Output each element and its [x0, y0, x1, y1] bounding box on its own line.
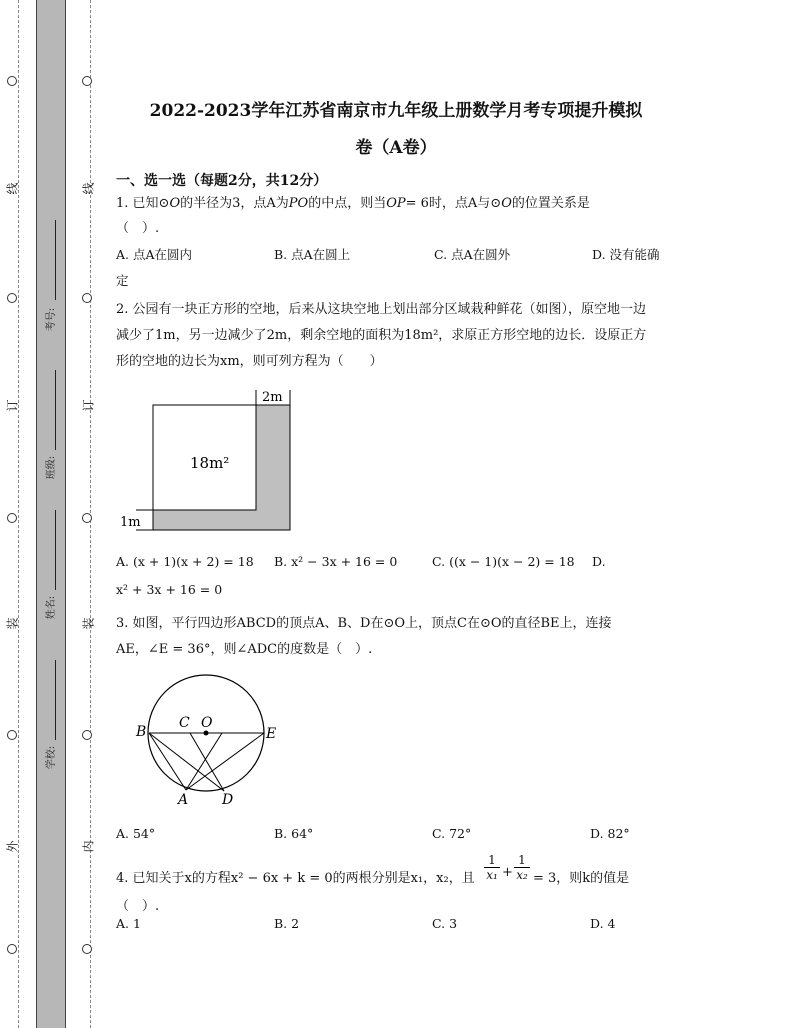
fraction-2: 1 x₂ [514, 853, 530, 882]
q3-option-b[interactable]: B. 64° [274, 826, 314, 841]
question-1-paren: （ ）. [116, 221, 160, 236]
question-2-line3: 形的空地的边长为xm，则可列方程为（ ） [116, 354, 383, 369]
q1-option-a[interactable]: A. 点A在圆内 [116, 247, 193, 262]
q1-option-b[interactable]: B. 点A在圆上 [274, 247, 351, 262]
outer-dashed-line [18, 0, 19, 1028]
question-2-line1: 2. 公园有一块正方形的空地，后来从这块空地上划出部分区域栽种鲜花（如图），原空地一边 [116, 302, 647, 317]
field-underline [55, 660, 56, 740]
q2-option-a[interactable]: A. (x + 1)(x + 2) = 18 [116, 554, 254, 569]
binding-hole [82, 944, 92, 954]
q3-option-a[interactable]: A. 54° [116, 826, 156, 841]
binding-hole [82, 293, 92, 303]
binding-hole [82, 513, 92, 523]
field-underline [55, 220, 56, 300]
q4-option-a[interactable]: A. 1 [116, 916, 141, 931]
label-o: O [201, 715, 213, 731]
q2-option-c[interactable]: C. ((x − 1)(x − 2) = 18 [432, 554, 575, 569]
field-class: 班级: [46, 455, 58, 480]
binding-char: 线 [81, 182, 96, 195]
segment-ba [149, 733, 186, 790]
binding-char: 线 [5, 182, 20, 195]
field-underline [55, 510, 56, 590]
section-heading: 一、选一选（每题2分，共12分） [116, 173, 328, 189]
plus-sign: + [502, 865, 513, 880]
q4-option-c[interactable]: C. 3 [432, 916, 458, 931]
area-label: 18m² [190, 454, 230, 472]
binding-hole [7, 293, 17, 303]
q4-option-b[interactable]: B. 2 [274, 916, 300, 931]
center-point [204, 731, 209, 736]
q3-option-d[interactable]: D. 82° [590, 826, 630, 841]
binding-hole [7, 730, 17, 740]
q2-option-b[interactable]: B. x² − 3x + 16 = 0 [274, 554, 398, 569]
q1-option-d[interactable]: D. 没有能确 [592, 247, 660, 262]
question-1-stem: 1. 已知⊙O的半径为3，点A为PO的中点，则当OP= 6时，点A与⊙O的位置关系是 [116, 196, 590, 211]
binding-char: 外 [5, 840, 20, 853]
page-title-line2: 卷（A卷） [355, 138, 437, 158]
top-label: 2m [262, 390, 283, 405]
page-title: 2022-2023学年江苏省南京市九年级上册数学月考专项提升模拟 [149, 101, 643, 121]
q3-option-c[interactable]: C. 72° [432, 826, 472, 841]
fraction-1: 1 x₁ [484, 853, 500, 882]
label-d: D [222, 792, 234, 808]
binding-hole [7, 944, 17, 954]
segment-ae [186, 733, 264, 790]
binding-hole [7, 76, 17, 86]
question-4-stem-b: = 3，则k的值是 [533, 871, 630, 886]
question-3-line1: 3. 如图，平行四边形ABCD的顶点A、B、D在⊙O上，顶点C在⊙O的直径BE上，连接 [116, 616, 612, 631]
q2-option-d-cont: x² + 3x + 16 = 0 [116, 582, 223, 597]
question-2-line2: 减少了1m，另一边减少了2m，剩余空地的面积为18m²，求原正方形空地的边长．设原正方 [116, 328, 647, 343]
binding-margin [0, 0, 110, 1028]
label-e: E [266, 726, 277, 742]
q2-option-d[interactable]: D. [592, 554, 606, 569]
binding-char: 装 [5, 617, 20, 630]
binding-char: 内 [81, 840, 96, 853]
label-c: C [179, 715, 190, 731]
binding-hole [7, 513, 17, 523]
field-school: 学校: [46, 745, 58, 770]
binding-char: 装 [81, 617, 96, 630]
circle-figure [130, 670, 290, 810]
square-garden-figure [116, 385, 306, 535]
segment-cd [190, 733, 224, 791]
question-3-line2: AE，∠E = 36°，则∠ADC的度数是（ ）. [116, 642, 373, 657]
label-a: A [178, 792, 189, 808]
binding-char: 订 [5, 399, 20, 412]
binding-char: 订 [81, 399, 96, 412]
question-4-stem-a: 4. 已知关于x的方程x² − 6x + k = 0的两根分别是x₁，x₂，且 [116, 871, 475, 886]
binding-hole [82, 730, 92, 740]
q1-option-d-cont: 定 [116, 273, 129, 288]
label-b: B [136, 724, 147, 740]
q1-option-c[interactable]: C. 点A在圆外 [434, 247, 511, 262]
binding-hole [82, 76, 92, 86]
q4-option-d[interactable]: D. 4 [590, 916, 616, 931]
question-4-paren: （ ）. [116, 899, 160, 914]
field-exam-number: 考号: [46, 307, 58, 332]
segment-bd [149, 733, 224, 791]
field-name: 姓名: [46, 595, 58, 620]
segment-ac [186, 733, 222, 790]
field-underline [55, 370, 56, 450]
binding-band [36, 0, 66, 1028]
left-label: 1m [120, 515, 141, 530]
